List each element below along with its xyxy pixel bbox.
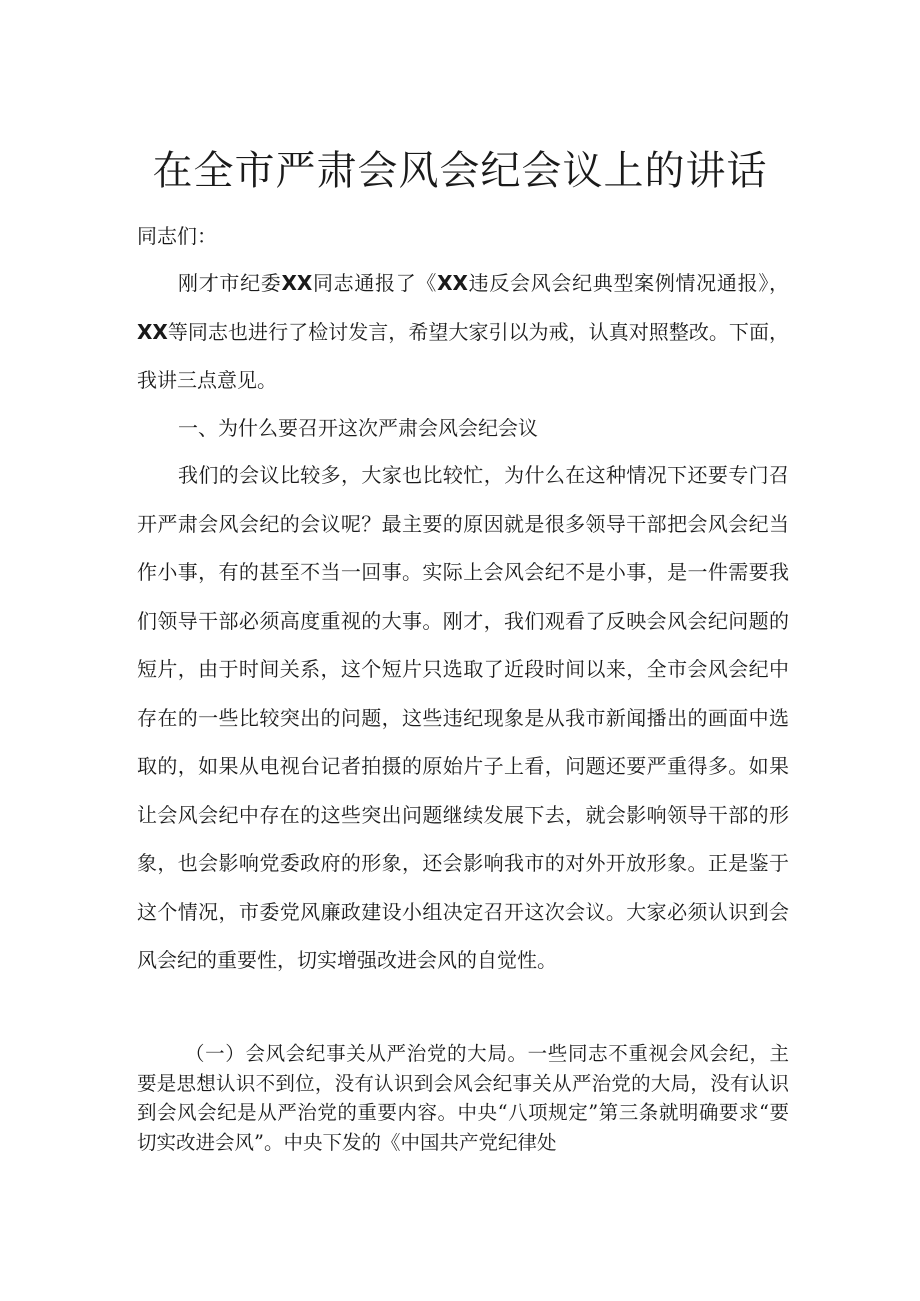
text-segment: 刚才市纪委 [178, 271, 282, 295]
placeholder-name: XX [437, 271, 468, 295]
placeholder-name: XX [137, 319, 168, 344]
text-segment: 同志通报了《 [312, 271, 438, 295]
text-segment: 违反会风会纪典型案例情况通报》， [467, 271, 790, 295]
text-segment: 等同志也进行了检讨发言，希望大家引以为戒，认真对照整改。下面，我讲三点意见。 [137, 319, 789, 392]
paragraph-section-1: 我们的会议比较多，大家也比较忙，为什么在这种情况下还要专门召开严肃会风会纪的会议呢？最主要的原因就是很多领导干部把会风会纪当作小事，有的甚至不当一回事。实际上会风会纪不是小事，是一件需要我们领导干部必须高度重视的大事。刚才，我们观看了反映会风会纪问题的短片，由于时间关系，这个短片只选取了近段时间以来，全市会风会纪中存在的一些比较突出的问题，这些违纪现象是从我市新闻播出的画面中选取的，如果从电视台记者拍摄的原始片子上看，问题还要严重得多。如果让会风会纪中存在的这些突出问题继续发展下去，就会影响领导干部的形象，也会影响党委政府的形象，还会影响我市的对外开放形象。正是鉴于这个情况，市委党风廉政建设小组决定召开这次会议。大家必须认识到会风会纪的重要性，切实增强改进会风的自觉性。 [137, 463, 789, 972]
paragraph-subsection-1: （一）会风会纪事关从严治党的大局。一些同志不重视会风会纪，主要是思想认识不到位，没有认识到会风会纪事关从严治党的大局，没有认识到会风会纪是从严治党的重要内容。中央“八项规定”第三条就明确要求“要切实改进会风”。中央下发的《中国共产党纪律处 [137, 1042, 789, 1154]
placeholder-name: XX [281, 271, 313, 295]
salutation: 同志们： [137, 224, 217, 248]
paragraph-intro [137, 259, 789, 405]
section-heading-1: 一、为什么要召开这次严肃会风会纪会议 [178, 416, 538, 440]
document-title: 在全市严肃会风会纪会议上的讲话 [152, 148, 768, 194]
